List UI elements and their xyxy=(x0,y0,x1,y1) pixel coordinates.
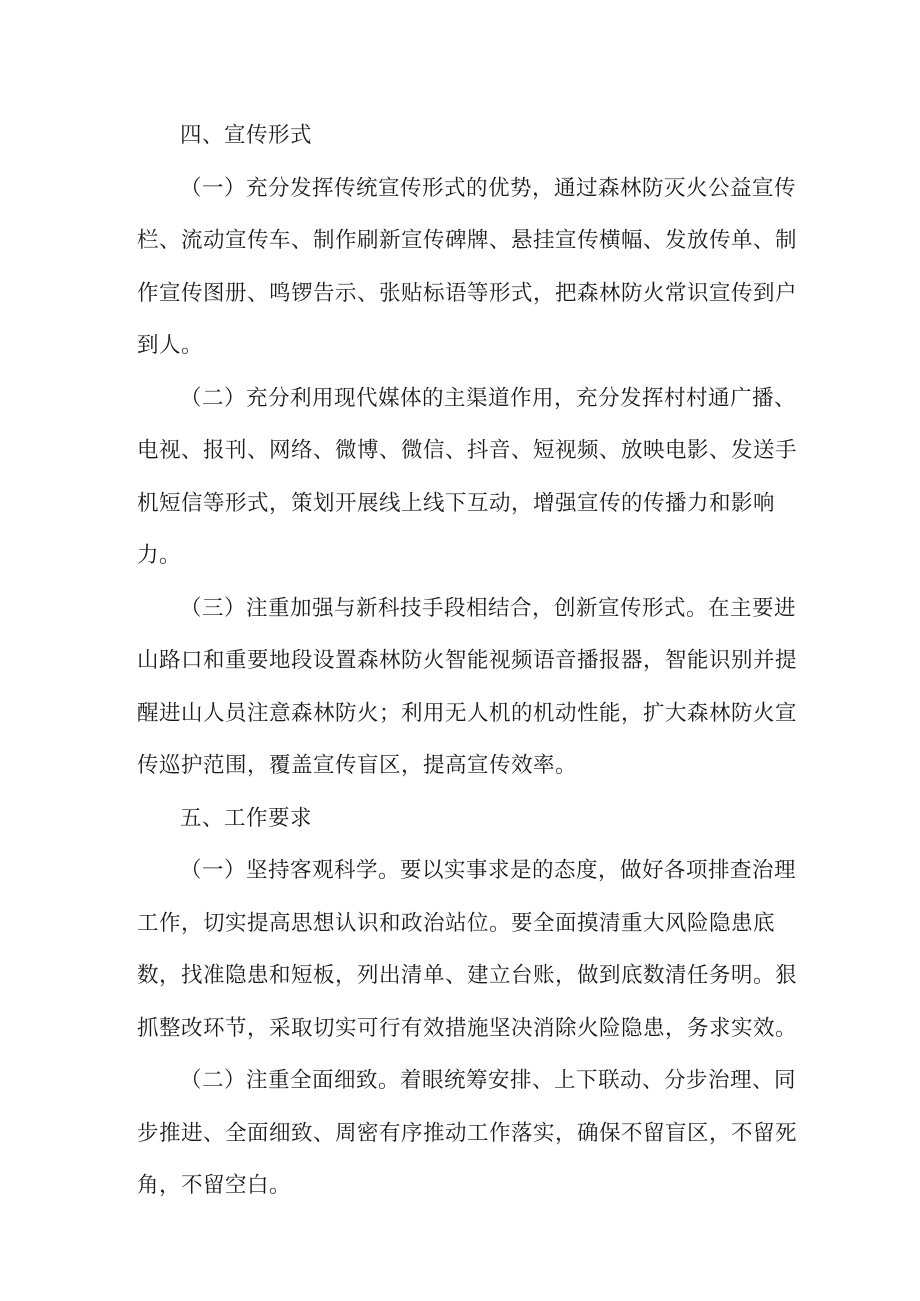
section-heading-work-requirements: 五、工作要求 xyxy=(180,805,313,831)
document-body xyxy=(137,110,797,1213)
section-heading-publicity-forms: 四、宣传形式 xyxy=(180,123,313,148)
paragraph-comprehensive-detailed: （二）注重全面细致。着眼统筹安排、上下联动、分步治理、同步推进、全面细致、周密有序推动工作落实，确保不留盲区，不留死角，不留空白。 xyxy=(137,1068,798,1198)
paragraph-new-technology: （三）注重加强与新科技手段相结合，创新宣传形式。在主要进山路口和重要地段设置森林防火智能视频语音播报器，智能识别并提醒进山人员注意森林防火；利用无人机的机动性能，扩大森林防火宣传巡护范围，覆盖宣传盲区，提高宣传效率。 xyxy=(137,595,798,778)
paragraph-modern-media: （二）充分利用现代媒体的主渠道作用，充分发挥村村通广播、电视、报刊、网络、微博、微信、抖音、短视频、放映电影、发送手机短信等形式，策划开展线上线下互动，增强宣传的传播力和影响力。 xyxy=(137,385,798,568)
paragraph-objective-scientific: （一）坚持客观科学。要以实事求是的态度，做好各项排查治理工作，切实提高思想认识和政治站位。要全面摸清重大风险隐患底数，找准隐患和短板，列出清单、建立台账，做到底数清任务明。狠抓整改环节，采取切实可行有效措施坚决消除火险隐患，务求实效。 xyxy=(137,858,798,1041)
paragraph-traditional-publicity: （一）充分发挥传统宣传形式的优势，通过森林防灭火公益宣传栏、流动宣传车、制作刷新宣传碑牌、悬挂宣传横幅、发放传单、制作宣传图册、鸣锣告示、张贴标语等形式，把森林防火常识宣传到户到人。 xyxy=(137,175,798,358)
